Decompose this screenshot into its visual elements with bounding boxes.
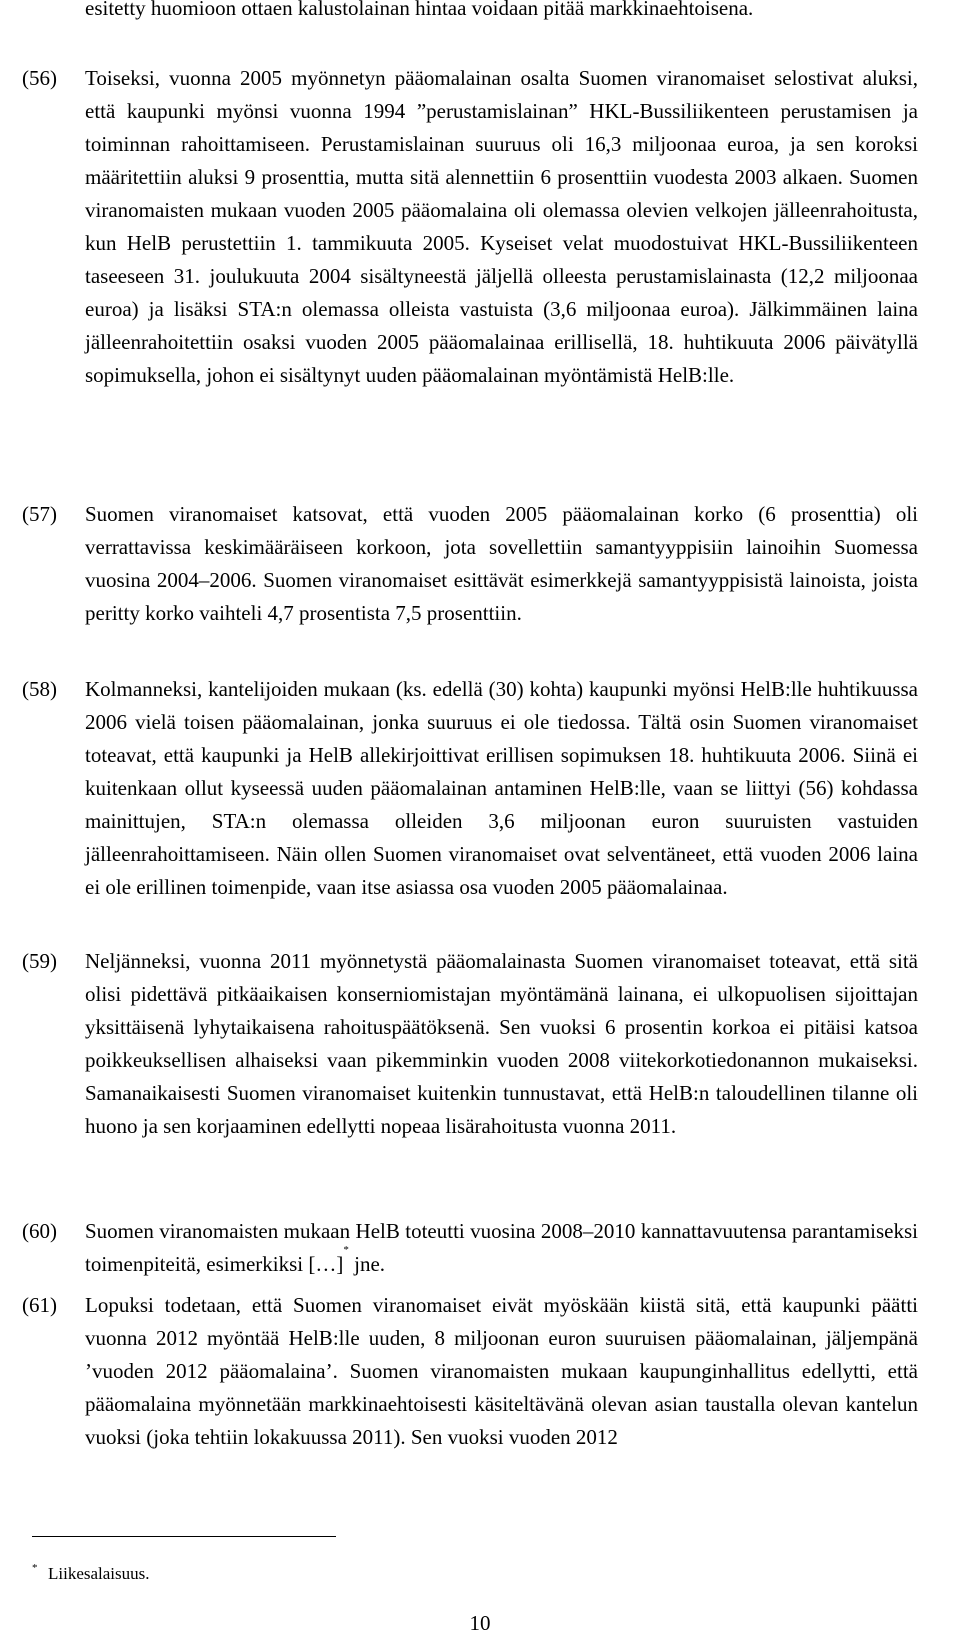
footnote <box>32 1563 150 1585</box>
paragraph-61 <box>22 1289 918 1454</box>
paragraph-text: Neljänneksi, vuonna 2011 myönnetystä pääomalainasta Suomen viranomaiset toteavat, että sitä olisi pidettävä pitkäaikaisen konserniomistajan myöntämänä lainana, ei ulkopuolisen sijoittajan yksittäisenä lyhytaikaisena rahoituspäätöksenä. Sen vuoksi 6 prosentin korkoa ei pitäisi katsoa poikkeuksellisen alhaiseksi vaan pikemminkin vuoden 2008 viitekorkotiedonannon mukaiseksi. Samanaikaisesti Suomen viranomaiset kuitenkin tunnustavat, että HelB:n taloudellinen tilanne oli huono ja sen korjaaminen edellytti nopeaa lisärahoitusta vuonna 2011. <box>85 949 918 1138</box>
paragraph-continuation <box>22 0 918 25</box>
paragraph-text: Suomen viranomaiset katsovat, että vuoden 2005 pääomalainan korko (6 prosenttia) oli verrattavissa keskimääräiseen korkoon, jota sovellettiin samantyyppisiin lainoihin Suomessa vuosina 2004–2006. Suomen viranomaiset esittävät esimerkkejä samantyyppisistä lainoista, joista peritty korko vaihteli 4,7 prosentista 7,5 prosenttiin. <box>85 502 918 625</box>
footnote-reference[interactable]: * <box>343 1244 349 1256</box>
paragraph-text: Toiseksi, vuonna 2005 myönnetyn pääomalainan osalta Suomen viranomaiset selostivat aluksi, että kaupunki myönsi vuonna 1994 ”perustamislainan” HKL-Bussiliikenteen perustamisen ja toiminnan rahoittamiseen. Perustamislainan suuruus oli 16,3 miljoonaa euroa, ja sen koroksi määritettiin aluksi 9 prosenttia, mutta sitä alennettiin 6 prosenttiin vuodesta 2003 alkaen. Suomen viranomaisten mukaan vuoden 2005 pääomalaina oli olemassa olevien velkojen jälleenrahoitusta, kun HelB perustettiin 1. tammikuuta 2005. Kyseiset velat muodostuivat HKL-Bussiliikenteen taseeseen 31. joulukuuta 2004 sisältyneestä jäljellä olleesta perustamislainasta (12,2 miljoonaa euroa) ja lisäksi STA:n olemassa olleista vastuista (3,6 miljoonaa euroa). Jälkimmäinen laina jälleenrahoitettiin osaksi vuoden 2005 pääomalainaa erillisellä, 18. huhtikuuta 2006 päivätyllä sopimuksella, johon ei sisältynyt uuden pääomalainan myöntämistä HelB:lle. <box>85 66 918 387</box>
paragraph-56 <box>22 62 918 392</box>
paragraph-58 <box>22 673 918 904</box>
paragraph-text <box>85 1215 918 1281</box>
footnote-divider <box>32 1536 336 1537</box>
paragraph-text-part: Suomen viranomaisten mukaan HelB toteutti vuosina 2008–2010 kannattavuutensa parantamiseksi toimenpiteitä, esimerkiksi […] <box>85 1219 918 1276</box>
paragraph-number: (56) <box>22 66 57 90</box>
paragraph-number: (59) <box>22 949 57 973</box>
paragraph-number: (58) <box>22 677 57 701</box>
paragraph-text: Lopuksi todetaan, että Suomen viranomaiset eivät myöskään kiistä sitä, että kaupunki päätti vuonna 2012 myöntää HelB:lle uuden, 8 miljoonan euron suuruisen pääomalainan, jäljempänä ’vuoden 2012 pääomalaina’. Suomen viranomaisten mukaan kaupunginhallitus edellytti, että pääomalaina myönnetään markkinaehtoisesti käsiteltävänä olevan asian taustalla olevan kantelun vuoksi (joka tehtiin lokakuussa 2011). Sen vuoksi vuoden 2012 <box>85 1293 918 1449</box>
paragraph-text-part: jne. <box>348 1252 386 1276</box>
footnote-mark: * <box>32 1562 38 1574</box>
paragraph-60 <box>22 1215 918 1281</box>
paragraph-57 <box>22 498 918 630</box>
paragraph-text: Kolmanneksi, kantelijoiden mukaan (ks. edellä (30) kohta) kaupunki myönsi HelB:lle huhtikuussa 2006 vielä toisen pääomalainan, jonka suuruus ei ole tiedossa. Tältä osin Suomen viranomaiset toteavat, että kaupunki ja HelB allekirjoittivat erillisen sopimuksen 18. huhtikuuta 2006. Siinä ei kuitenkaan ollut kyseessä uuden pääomalainan antaminen HelB:lle, vaan se liittyi (56) kohdassa mainittujen, STA:n olemassa olleiden 3,6 miljoonan euron suuruisten vastuiden jälleenrahoittamiseen. Näin ollen Suomen viranomaiset ovat selventäneet, että vuoden 2006 laina ei ole erillinen toimenpide, vaan itse asiassa osa vuoden 2005 pääomalainaa. <box>85 677 918 899</box>
paragraph-number: (60) <box>22 1219 57 1243</box>
paragraph-text: esitetty huomioon ottaen kalustolainan hintaa voidaan pitää markkinaehtoisena. <box>85 0 754 20</box>
footnote-text: Liikesalaisuus. <box>48 1564 150 1583</box>
paragraph-59 <box>22 945 918 1143</box>
paragraph-number: (61) <box>22 1293 57 1317</box>
paragraph-number: (57) <box>22 502 57 526</box>
page-number: 10 <box>469 1611 491 1635</box>
